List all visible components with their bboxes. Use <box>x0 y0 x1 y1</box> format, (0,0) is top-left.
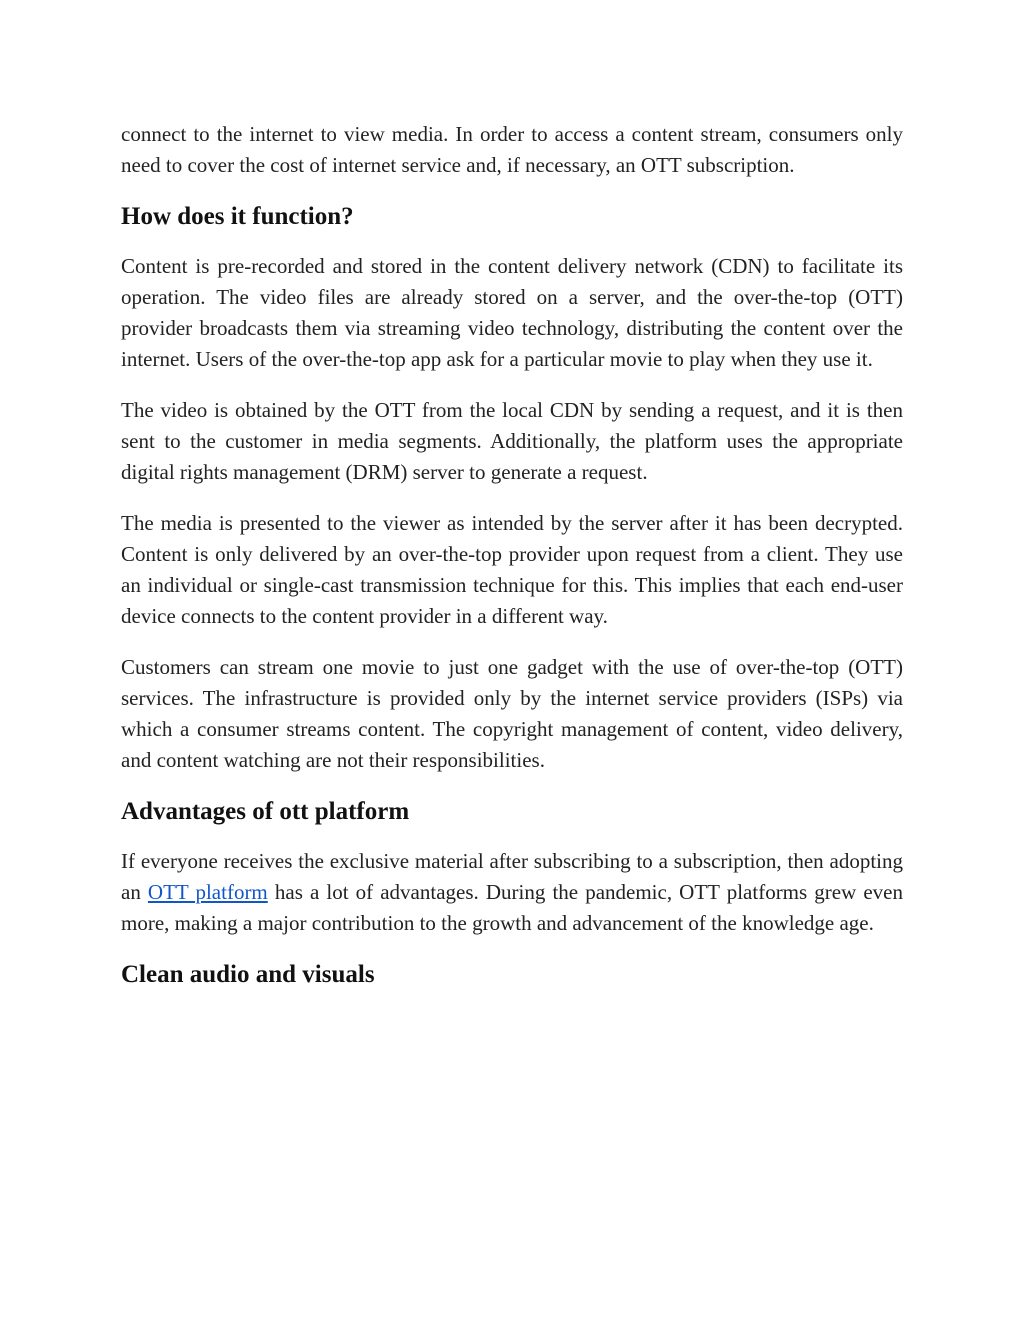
isp-paragraph: Customers can stream one movie to just one gadget with the use of over-the-top (OTT) services. The infrastructure is provided only by the internet service providers (ISPs) via which a consumer streams content. The copyright management of content, video delivery, and content watching are not their responsibilities. <box>121 655 903 772</box>
cdn-paragraph: Content is pre-recorded and stored in the content delivery network (CDN) to facilitate its operation. The video files are already stored on a server, and the over-the-top (OTT) provider broadcasts them via streaming video technology, distributing the content over the internet. Users of the over-the-top app ask for a particular movie to play when they use it. <box>121 254 903 371</box>
decrypt-paragraph: The media is presented to the viewer as intended by the server after it has been decrypted. Content is only delivered by an over-the-top provider upon request from a client. They use an individual or single-cast transmission technique for this. This implies that each end-user device connects to the content provider in a different way. <box>121 511 903 628</box>
heading-clean-audio-visuals: Clean audio and visuals <box>121 961 375 988</box>
document-page <box>121 119 903 1009</box>
advantages-text-after: has a lot of advantages. During the pandemic, OTT platforms grew even more, making a major contribution to the growth and advancement of the knowledge age. <box>121 880 903 935</box>
advantages-text-before: If everyone receives the exclusive material after subscribing to a subscription, then adopting an <box>121 849 903 904</box>
heading-how-does-it-function: How does it function? <box>121 203 354 230</box>
intro-paragraph: connect to the internet to view media. In order to access a content stream, consumers only need to cover the cost of internet service and, if necessary, an OTT subscription. <box>121 122 903 177</box>
drm-paragraph: The video is obtained by the OTT from the local CDN by sending a request, and it is then sent to the customer in media segments. Additionally, the platform uses the appropriate digital rights management (DRM) server to generate a request. <box>121 398 903 484</box>
heading-advantages: Advantages of ott platform <box>121 798 410 825</box>
ott-platform-link[interactable]: OTT platform <box>147 880 268 904</box>
advantages-paragraph <box>121 846 903 939</box>
